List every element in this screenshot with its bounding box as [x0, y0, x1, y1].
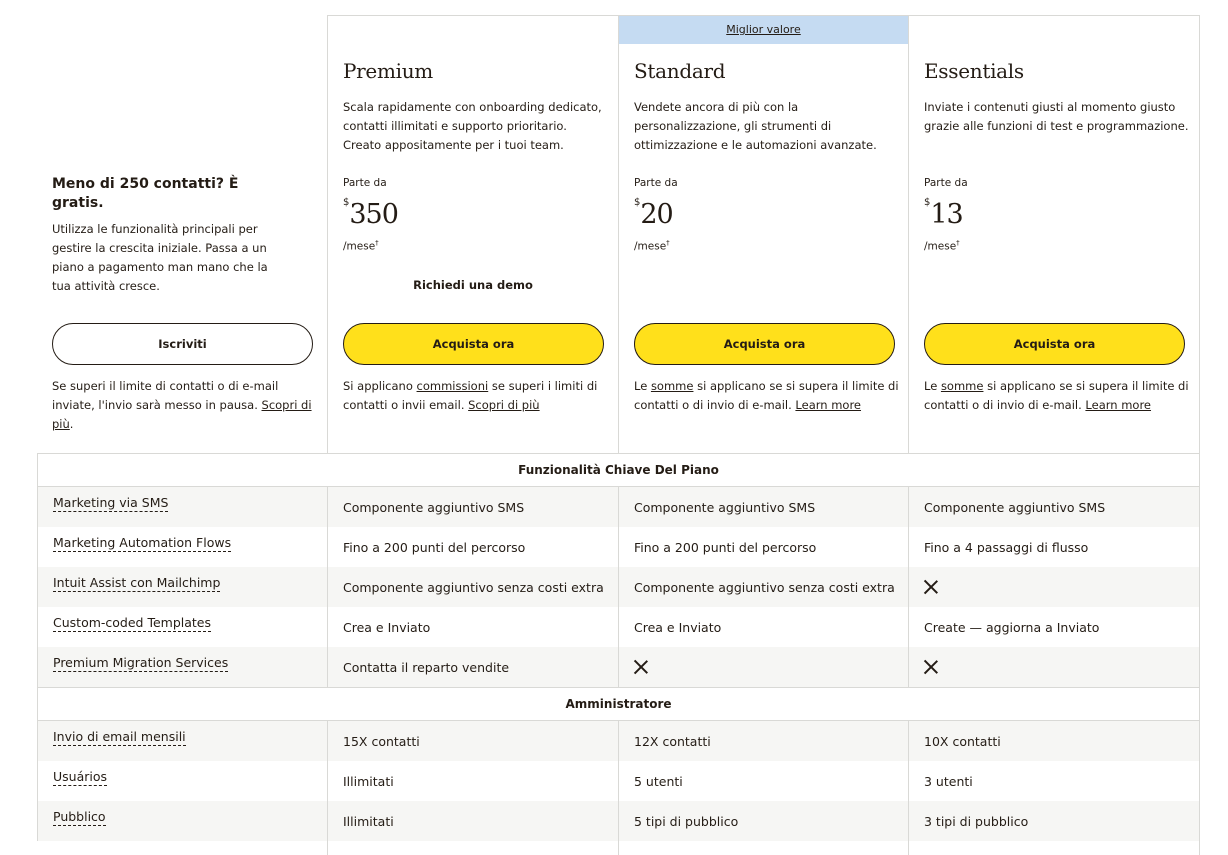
value-text: Componente aggiuntivo SMS: [343, 499, 525, 515]
table-row: [37, 647, 1200, 687]
learn-more-link[interactable]: Scopri di più: [468, 398, 540, 412]
value-cell: [327, 527, 618, 567]
table-row: [37, 607, 1200, 647]
value-cell: [908, 527, 1200, 567]
feature-tooltip-link[interactable]: Pubblico: [53, 808, 106, 824]
value-cell: [618, 761, 908, 801]
price-label: Parte da: [343, 177, 387, 189]
feature-cell: [37, 607, 327, 647]
price-period: /mese†: [634, 239, 670, 253]
price-label: Parte da: [924, 177, 968, 189]
value-cell: [327, 567, 618, 607]
value-text: 10X contatti: [924, 733, 1001, 749]
feature-tooltip-link[interactable]: Premium Migration Services: [53, 654, 229, 670]
learn-more-link[interactable]: Learn more: [1085, 398, 1152, 412]
value-text: 5 utenti: [634, 773, 683, 789]
value-text: 3 utenti: [924, 773, 973, 789]
value-text: 3 tipi di pubblico: [924, 813, 1029, 829]
table-row: [37, 487, 1200, 527]
signup-button[interactable]: Iscriviti: [52, 323, 313, 365]
price-period: /mese†: [924, 239, 960, 253]
plan-description: Vendete ancora di più con la personalizzazione, gli strumenti di ottimizzazione e le automazioni avanzate.: [634, 100, 877, 152]
value-text: Crea e Inviato: [634, 619, 722, 635]
plan-price: $13: [924, 197, 963, 230]
request-demo-link[interactable]: Richiedi una demo: [413, 278, 533, 292]
value-text: 5 tipi di pubblico: [634, 813, 739, 829]
value-text: 12X contatti: [634, 733, 711, 749]
value-cell: [908, 761, 1200, 801]
value-cell: [327, 761, 618, 801]
plan-title: Premium: [343, 59, 433, 83]
value-cell: [618, 527, 908, 567]
plan-description: Scala rapidamente con onboarding dedicato, contatti illimitati e supporto prioritario. Creato appositamente per i tuoi team.: [343, 100, 602, 152]
value-cell: [618, 607, 908, 647]
plan-title: Essentials: [924, 59, 1024, 83]
plan-note: Si applicano commissioni se superi i limiti di contatti o invii email. Scopri di più: [343, 379, 598, 412]
value-text: 15X contatti: [343, 733, 420, 749]
value-cell: [327, 721, 618, 761]
feature-cell: [37, 487, 327, 527]
section-header: Amministratore: [37, 687, 1200, 721]
plan-note: Le somme si applicano se si supera il limite di contatti o di invio di e-mail. Learn more: [924, 379, 1189, 412]
feature-cell: [37, 647, 327, 687]
value-cell: [908, 487, 1200, 527]
feature-tooltip-link[interactable]: Usuários: [53, 768, 108, 784]
plan-note: Le somme si applicano se si supera il limite di contatti o di invio di e-mail. Learn more: [634, 379, 899, 412]
fees-link[interactable]: somme: [940, 379, 984, 393]
price-label: Parte da: [634, 177, 678, 189]
value-text: Create — aggiorna a Inviato: [924, 619, 1100, 635]
feature-cell: [37, 761, 327, 801]
value-cell: [327, 487, 618, 527]
feature-cell: [37, 721, 327, 761]
plan-description: Inviate i contenuti giusti al momento giusto grazie alle funzioni di test e programmazione.: [924, 100, 1189, 133]
feature-cell: [37, 567, 327, 607]
feature-tooltip-link[interactable]: Marketing Automation Flows: [53, 534, 232, 550]
feature-cell: [37, 801, 327, 841]
free-plan-note: Se superi il limite di contatti o di e-mail inviate, l'invio sarà messo in pausa. Scopri di più.: [52, 379, 312, 431]
value-cell: [618, 487, 908, 527]
close-x-icon: [634, 660, 648, 674]
value-cell: [908, 647, 1200, 687]
feature-tooltip-link[interactable]: Marketing via SMS: [53, 494, 169, 510]
plan-price: $20: [634, 197, 673, 230]
close-x-icon: [924, 660, 938, 674]
table-row: [37, 761, 1200, 801]
plan-price: $350: [343, 197, 398, 230]
value-text: Crea e Inviato: [343, 619, 431, 635]
value-cell: [908, 607, 1200, 647]
fees-link[interactable]: somme: [650, 379, 694, 393]
feature-comparison-table: [37, 453, 1200, 841]
free-plan-title: Meno di 250 contatti? È gratis.: [52, 176, 239, 211]
free-plan-description: Utilizza le funzionalità principali per gestire la crescita iniziale. Passa a un piano a pagamento man mano che la tua attività cresce.: [52, 222, 268, 293]
table-row: [37, 567, 1200, 607]
value-cell: [618, 721, 908, 761]
close-x-icon: [924, 580, 938, 594]
value-text: Fino a 4 passaggi di flusso: [924, 539, 1089, 555]
value-cell: [908, 721, 1200, 761]
fees-link[interactable]: commissioni: [416, 379, 489, 393]
value-cell: [327, 801, 618, 841]
value-cell: [618, 801, 908, 841]
value-text: Contatta il reparto vendite: [343, 659, 510, 675]
learn-more-link[interactable]: Scopri di più: [52, 398, 312, 431]
value-cell: [618, 567, 908, 607]
value-cell: [327, 647, 618, 687]
value-cell: [908, 567, 1200, 607]
feature-tooltip-link[interactable]: Custom-coded Templates: [53, 614, 212, 630]
buy-now-button[interactable]: Acquista ora: [634, 323, 895, 365]
value-cell: [908, 801, 1200, 841]
table-row: [37, 801, 1200, 841]
learn-more-link[interactable]: Learn more: [795, 398, 862, 412]
feature-cell: [37, 527, 327, 567]
value-text: Illimitati: [343, 773, 394, 789]
plan-title: Standard: [634, 59, 726, 83]
value-text: Componente aggiuntivo senza costi extra: [634, 579, 895, 595]
buy-now-button[interactable]: Acquista ora: [924, 323, 1185, 365]
value-text: Fino a 200 punti del percorso: [634, 539, 817, 555]
price-period: /mese†: [343, 239, 379, 253]
feature-tooltip-link[interactable]: Intuit Assist con Mailchimp: [53, 574, 221, 590]
table-row: [37, 721, 1200, 761]
table-row: [37, 527, 1200, 567]
feature-tooltip-link[interactable]: Invio di email mensili: [53, 728, 186, 744]
value-text: Componente aggiuntivo SMS: [924, 499, 1106, 515]
value-text: Componente aggiuntivo SMS: [634, 499, 816, 515]
buy-now-button[interactable]: Acquista ora: [343, 323, 604, 365]
value-cell: [327, 607, 618, 647]
value-text: Illimitati: [343, 813, 394, 829]
value-text: Componente aggiuntivo senza costi extra: [343, 579, 604, 595]
value-text: Fino a 200 punti del percorso: [343, 539, 526, 555]
section-header: Funzionalità Chiave Del Piano: [37, 453, 1200, 487]
value-cell: [618, 647, 908, 687]
best-value-badge: Miglior valore: [619, 16, 908, 44]
